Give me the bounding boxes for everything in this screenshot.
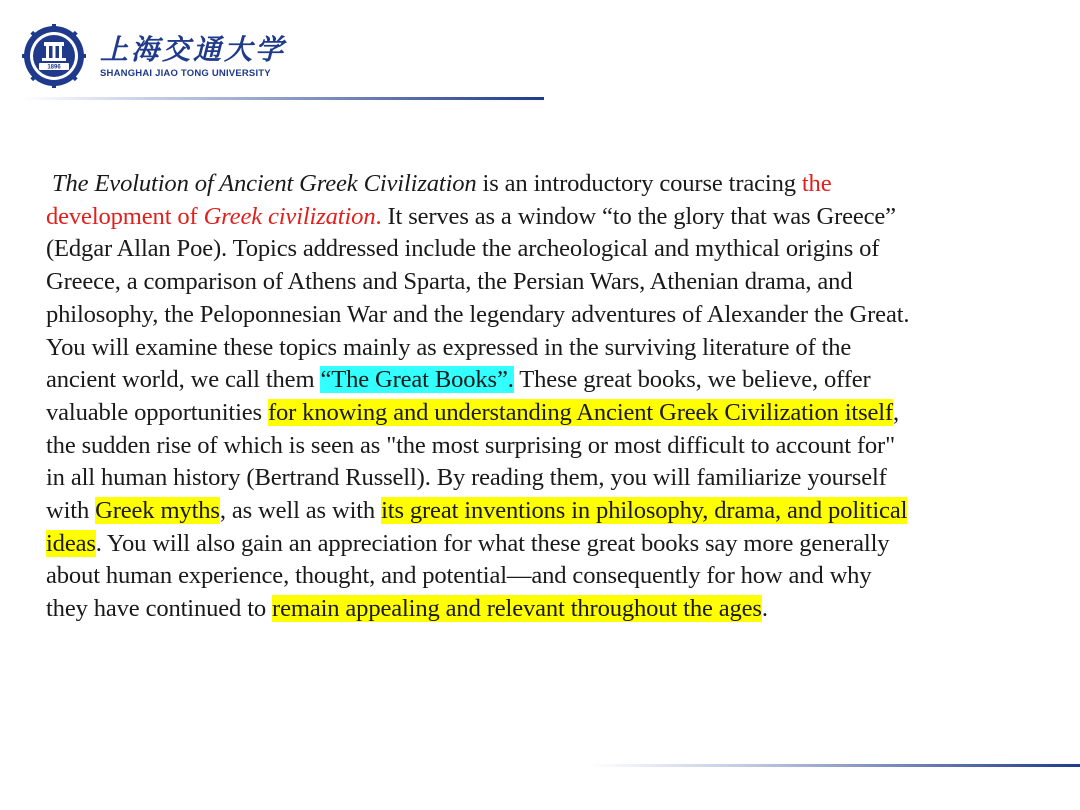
text-run: they have continued to <box>46 595 273 623</box>
text-line <box>46 201 1076 234</box>
text-line: the sudden rise of which is seen as "the most surprising or most difficult to account for" <box>46 431 895 459</box>
text-line <box>46 168 1076 201</box>
text-run: , as well as with <box>219 497 382 525</box>
text-line <box>46 593 1076 626</box>
text-line <box>46 528 1076 561</box>
text-line: in all human history (Bertrand Russell). By reading them, you will familiarize yourself <box>46 464 887 492</box>
highlight-yellow-text: its great inventions in philosophy, drama, and political <box>381 497 908 525</box>
text-run: These great books, we believe, offer <box>513 366 871 394</box>
emphasis-red-italic-text: Greek civilization <box>203 202 376 230</box>
text-run: . You will also gain an appreciation for what these great books say more generally <box>95 529 890 557</box>
text-run: , <box>893 398 900 426</box>
text-line <box>46 397 1076 430</box>
highlight-yellow-text: remain appealing and relevant throughout the ages <box>272 595 762 623</box>
emphasis-red-text: development of <box>46 202 204 230</box>
text-line: (Edgar Allan Poe). Topics addressed include the archeological and mythical origins of <box>46 235 880 263</box>
emphasis-red-text: the <box>801 170 832 197</box>
university-name-chinese: 上海交通大学 <box>100 33 287 66</box>
university-seal-icon <box>22 24 86 88</box>
text-line: about human experience, thought, and potential—and consequently for how and why <box>46 562 872 590</box>
text-run: . <box>761 595 768 623</box>
highlight-yellow-text: Greek myths <box>95 497 220 525</box>
highlight-yellow-text: ideas <box>46 529 96 557</box>
seal-year: 1896 <box>47 64 61 71</box>
text-run: with <box>46 497 96 525</box>
course-description-paragraph <box>46 168 1076 626</box>
footer-divider <box>590 764 1080 767</box>
highlight-yellow-text: for knowing and understanding Ancient Greek Civilization itself <box>267 398 894 426</box>
text-line <box>46 495 1076 528</box>
text-run: ancient world, we call them <box>46 366 321 394</box>
university-logo <box>22 24 287 88</box>
text-run: is an introductory course tracing <box>476 170 802 197</box>
emphasis-red-text: . <box>375 202 382 230</box>
text-run: valuable opportunities <box>46 398 268 426</box>
university-name-english: SHANGHAI JIAO TONG UNIVERSITY <box>100 68 271 79</box>
text-line: philosophy, the Peloponnesian War and the legendary adventures of Alexander the Great. <box>46 300 910 328</box>
text-line <box>46 364 1076 397</box>
highlight-cyan-text: “The Great Books”. <box>320 366 514 394</box>
header-divider <box>22 97 544 100</box>
text-run: It serves as a window “to the glory that was Greece” <box>381 202 896 230</box>
text-line: Greece, a comparison of Athens and Sparta, the Persian Wars, Athenian drama, and <box>46 268 853 296</box>
course-title: The Evolution of Ancient Greek Civilization <box>52 170 477 197</box>
text-line: You will examine these topics mainly as expressed in the surviving literature of the <box>46 333 852 361</box>
